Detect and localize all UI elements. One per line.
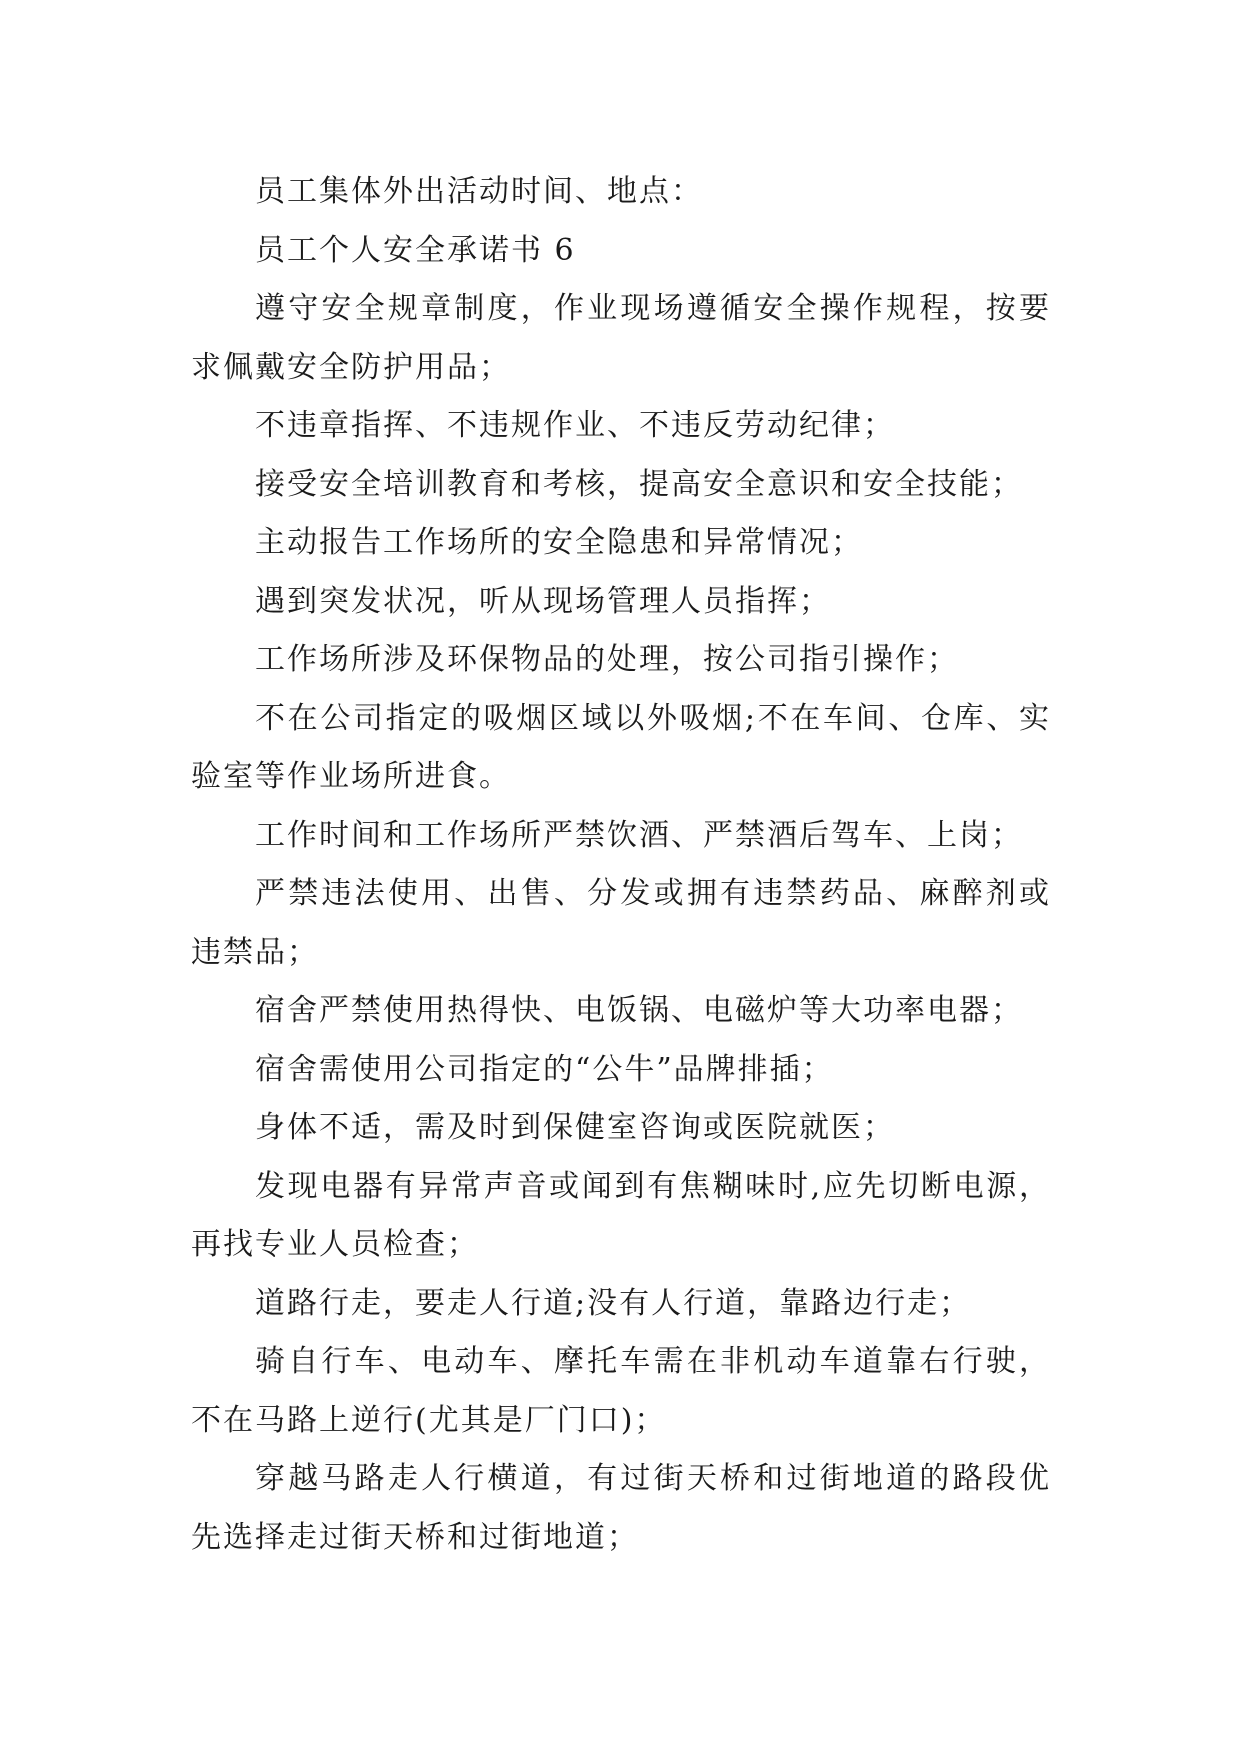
paragraph-no-violations: 不违章指挥、不违规作业、不违反劳动纪律； (255, 408, 895, 443)
paragraph-report-hazards: 主动报告工作场所的安全隐患和异常情况； (255, 525, 863, 560)
paragraph-safety-rules: 遵守安全规章制度，作业现场遵循安全操作规程，按要求佩戴安全防护用品； (191, 291, 1051, 385)
paragraph-dorm-appliances: 宿舍严禁使用热得快、电饭锅、电磁炉等大功率电器； (255, 993, 1023, 1028)
paragraph-training: 接受安全培训教育和考核，提高安全意识和安全技能； (255, 466, 1023, 502)
paragraph-smoking-eating: 不在公司指定的吸烟区域以外吸烟;不在车间、仓库、实验室等作业场所进食。 (191, 700, 1051, 794)
paragraph-emergency: 遇到突发状况，听从现场管理人员指挥； (255, 583, 831, 619)
paragraph-cycling: 骑自行车、电动车、摩托车需在非机动车道靠右行驶，不在马路上逆行(尤其是厂门口)； (191, 1344, 1051, 1438)
paragraph-walking: 道路行走，要走人行道;没有人行道，靠路边行走； (255, 1285, 972, 1321)
document-body (191, 163, 1051, 1567)
paragraph-dorm-power-strip: 宿舍需使用公司指定的“公牛”品牌排插； (255, 1051, 834, 1087)
paragraph-environment-items: 工作场所涉及环保物品的处理，按公司指引操作； (255, 642, 959, 677)
paragraph-crossing-road: 穿越马路走人行横道，有过街天桥和过街地道的路段优先选择走过街天桥和过街地道； (191, 1461, 1051, 1555)
paragraph-no-drugs: 严禁违法使用、出售、分发或拥有违禁药品、麻醉剂或违禁品； (191, 876, 1051, 970)
paragraph-heading-commitment-6: 员工个人安全承诺书 6 (255, 232, 576, 268)
paragraph-no-alcohol: 工作时间和工作场所严禁饮酒、严禁酒后驾车、上岗； (255, 817, 1023, 853)
paragraph-health: 身体不适，需及时到保健室咨询或医院就医； (255, 1110, 895, 1145)
paragraph-outing-time-place: 员工集体外出活动时间、地点： (255, 174, 703, 209)
paragraph-electrical-fault: 发现电器有异常声音或闻到有焦糊味时,应先切断电源，再找专业人员检查； (191, 1168, 1051, 1262)
